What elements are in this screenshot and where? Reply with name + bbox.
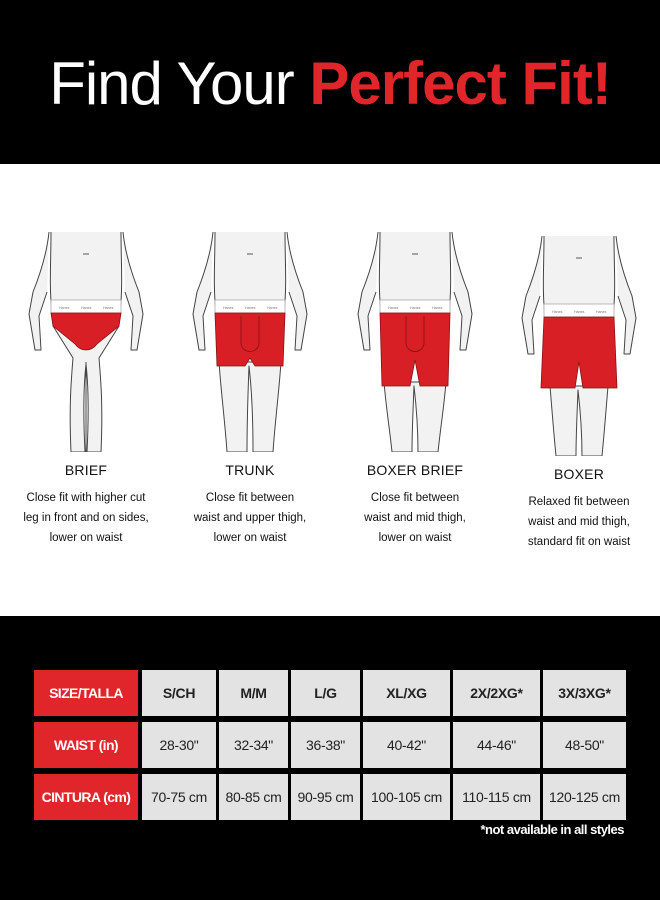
cintura-cell: 100-105 cm (363, 774, 450, 820)
row-label-cintura: CINTURA (cm) (34, 774, 138, 820)
waist-cell: 48-50" (543, 722, 626, 768)
waist-cell: 28-30" (142, 722, 216, 768)
waist-cell: 32-34" (219, 722, 288, 768)
svg-text:Hanes: Hanes (596, 310, 607, 314)
style-boxer-brief (340, 232, 490, 562)
header-banner (0, 0, 660, 164)
svg-text:Hanes: Hanes (432, 306, 443, 310)
style-description: Relaxed fit between waist and mid thigh, standard fit on waist (527, 496, 631, 548)
style-name: BRIEF (64, 462, 108, 478)
svg-text:Hanes: Hanes (59, 306, 70, 310)
cintura-cell: 120-125 cm (543, 774, 626, 820)
svg-text:Hanes: Hanes (574, 310, 585, 314)
row-label-waist: WAIST (in) (34, 722, 138, 768)
cintura-cell: 80-85 cm (219, 774, 288, 820)
trunk-figure-icon (175, 232, 325, 452)
size-cell: 2X/2XG* (453, 670, 540, 716)
svg-text:Hanes: Hanes (245, 306, 256, 310)
styles-panel (0, 164, 660, 616)
brief-figure-icon (11, 232, 161, 452)
svg-text:Hanes: Hanes (267, 306, 278, 310)
style-name: TRUNK (225, 462, 275, 478)
cintura-cell: 90-95 cm (291, 774, 360, 820)
waist-cell: 44-46" (453, 722, 540, 768)
svg-text:Hanes: Hanes (388, 306, 399, 310)
cintura-cell: 110-115 cm (453, 774, 540, 820)
row-label-size: SIZE/TALLA (34, 670, 138, 716)
availability-footnote: *not available in all styles (480, 822, 624, 837)
size-cell: M/M (219, 670, 288, 716)
style-description: Close fit with higher cut leg in front and on sides, lower on waist (23, 492, 149, 544)
style-trunk (175, 232, 325, 562)
waist-cell: 36-38" (291, 722, 360, 768)
title-red-part: Perfect Fit! (309, 50, 611, 117)
boxer-figure-icon (504, 236, 654, 456)
svg-text:Hanes: Hanes (410, 306, 421, 310)
cintura-cell: 70-75 cm (142, 774, 216, 820)
boxer-brief-figure-icon (340, 232, 490, 452)
size-cell: 3X/3XG* (543, 670, 626, 716)
size-cell: S/CH (142, 670, 216, 716)
style-name: BOXER BRIEF (366, 462, 464, 478)
waist-cell: 40-42" (363, 722, 450, 768)
size-cell: XL/XG (363, 670, 450, 716)
svg-text:Hanes: Hanes (103, 306, 114, 310)
svg-text:Hanes: Hanes (81, 306, 92, 310)
style-brief (11, 232, 161, 562)
style-boxer (504, 236, 654, 566)
svg-text:Hanes: Hanes (223, 306, 234, 310)
size-cell: L/G (291, 670, 360, 716)
style-description: Close fit between waist and upper thigh, lower on waist (193, 492, 307, 544)
style-name: BOXER (553, 466, 604, 482)
svg-text:Hanes: Hanes (552, 310, 563, 314)
style-description: Close fit between waist and mid thigh, lower on waist (364, 492, 466, 544)
title-white-part: Find Your (49, 50, 294, 117)
page-title (0, 44, 660, 124)
